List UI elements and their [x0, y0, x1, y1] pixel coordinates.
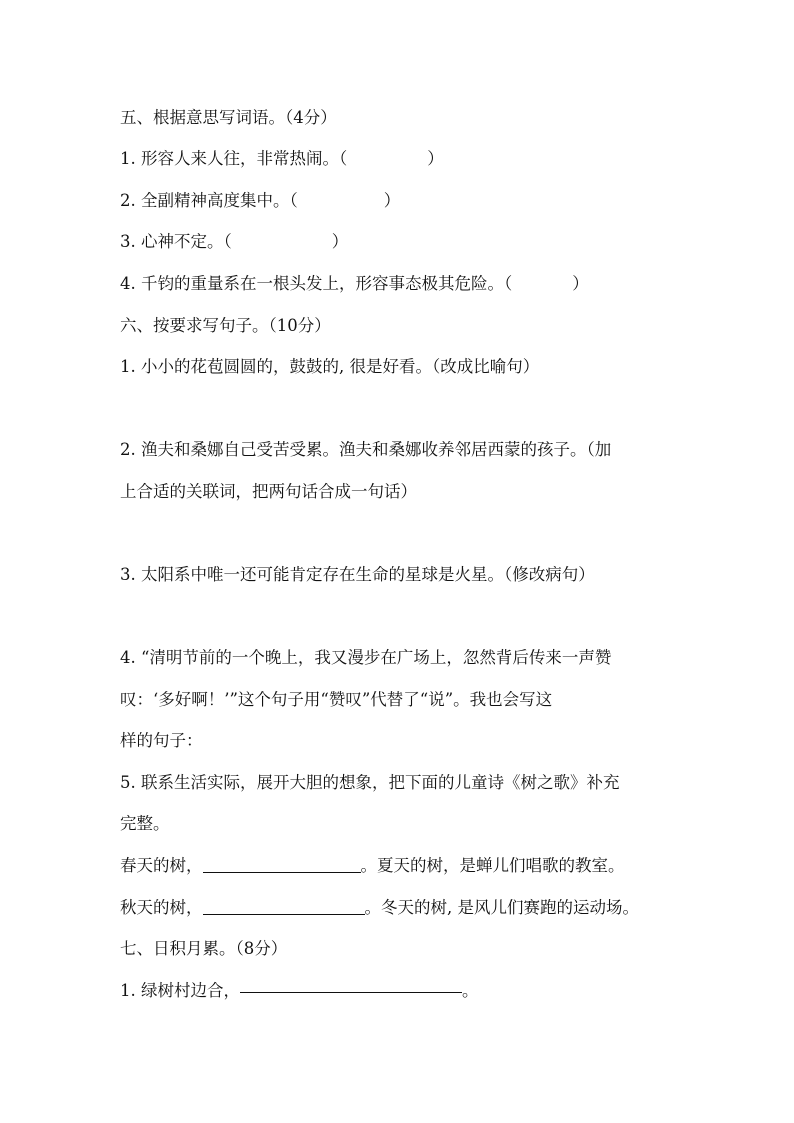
s5-q1-text: 1. 形容人来人往，非常热闹。（ [120, 149, 348, 168]
s5-question-1 [120, 148, 444, 170]
poem-autumn-suffix: 。冬天的树, 是风儿们赛跑的运动场。 [364, 898, 639, 917]
s6-question-2-line1: 2. 渔夫和桑娜自己受苦受累。渔夫和桑娜收养邻居西蒙的孩子。（加 [120, 440, 612, 459]
s5-q4-text: 4. 千钧的重量系在一根头发上，形容事态极其危险。（ [120, 274, 513, 293]
section7-heading: 七、日积月累。（8分） [120, 939, 288, 958]
s7-q1-answer-line[interactable] [240, 982, 462, 993]
s6-question-2-line2: 上合适的关联词，把两句话合成一句话） [120, 482, 417, 501]
section5-heading: 五、根据意思写词语。（4分） [120, 108, 337, 127]
s6-question-4-line3: 样的句子： [120, 731, 203, 750]
s5-question-2 [120, 190, 400, 212]
s7-question-1 [120, 980, 479, 1002]
close-paren: ） [427, 149, 444, 168]
close-paren: ） [572, 274, 589, 293]
s5-q2-text: 2. 全副精神高度集中。（ [120, 191, 298, 210]
poem-spring-suffix: 。夏天的树，是蝉儿们唱歌的教室。 [360, 856, 625, 875]
s6-question-5-line2: 完整。 [120, 814, 170, 833]
s7-q1-suffix: 。 [462, 981, 479, 1000]
section6-heading: 六、按要求写句子。（10分） [120, 316, 331, 335]
s5-question-3 [120, 231, 348, 253]
close-paren: ） [331, 232, 349, 251]
s6-question-5-line1: 5. 联系生活实际，展开大胆的想象，把下面的儿童诗《树之歌》补充 [120, 773, 620, 792]
poem-spring-prefix: 春天的树， [120, 856, 203, 875]
s6-question-1: 1. 小小的花苞圆圆的，鼓鼓的, 很是好看。（改成比喻句） [120, 357, 540, 376]
poem-autumn-answer-line[interactable] [203, 898, 365, 915]
s5-q3-text: 3. 心神不定。（ [120, 232, 232, 251]
s5-question-4 [120, 273, 589, 295]
s6-question-3: 3. 太阳系中唯一还可能肯定存在生命的星球是火星。（修改病句） [120, 565, 595, 584]
s6-question-4-line1: 4. “清明节前的一个晚上，我又漫步在广场上，忽然背后传来一声赞 [120, 648, 612, 667]
close-paren: ） [383, 191, 401, 210]
poem-line-spring [120, 855, 625, 877]
s7-q1-prefix: 1. 绿树村边合， [120, 981, 240, 1000]
poem-autumn-prefix: 秋天的树， [120, 898, 203, 917]
poem-spring-answer-line[interactable] [203, 856, 361, 873]
poem-line-autumn [120, 897, 639, 919]
s6-question-4-line2: 叹：‘多好啊！’”这个句子用“赞叹”代替了“说”。我也会写这 [120, 690, 553, 709]
